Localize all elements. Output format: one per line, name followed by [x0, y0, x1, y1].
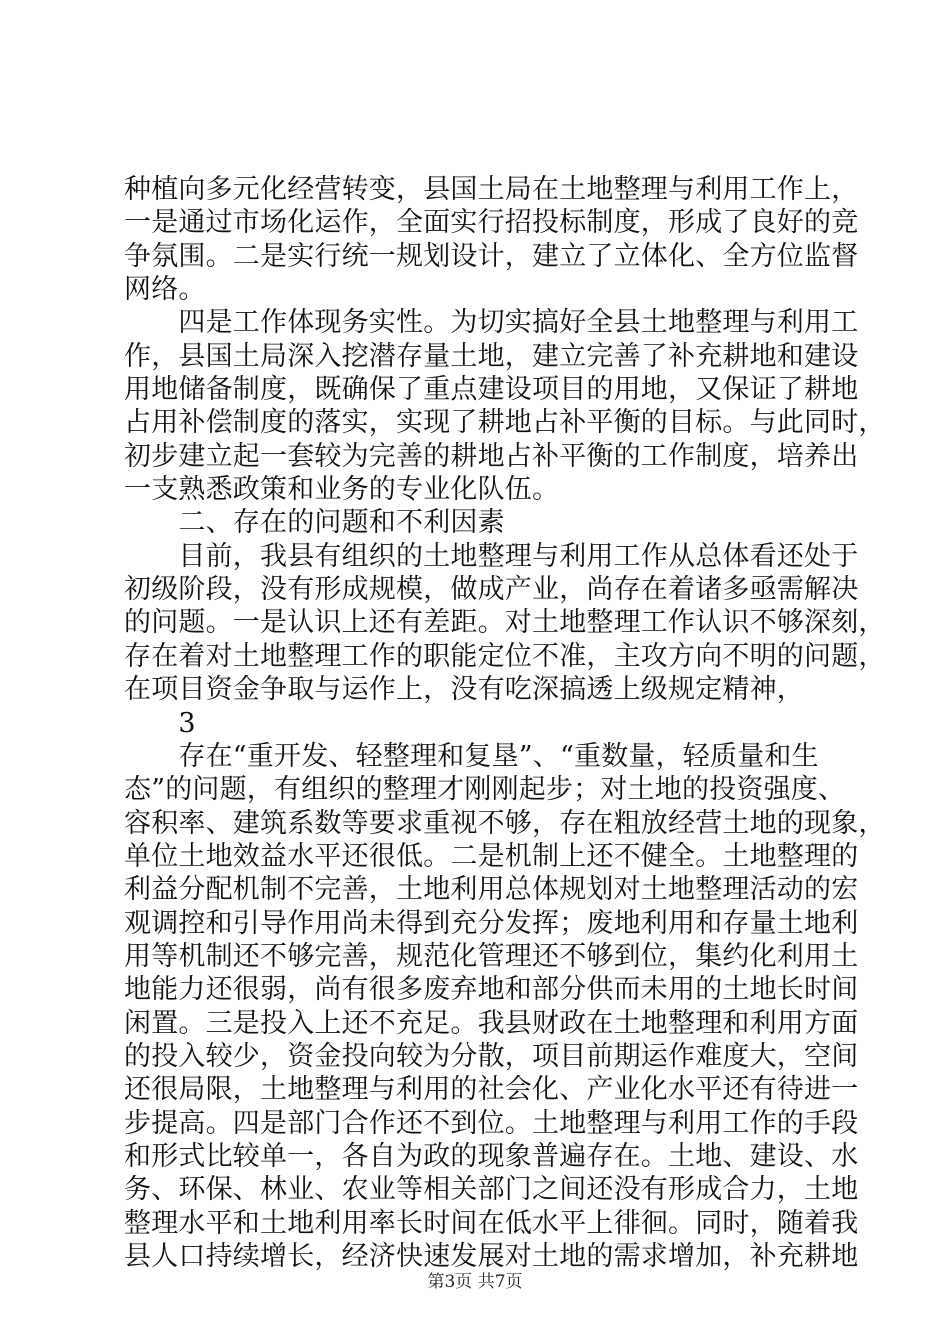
text-line: 种植向多元化经营转变，县国土局在土地整理与利用工作上，: [124, 174, 859, 205]
text-line: 网络。: [124, 274, 206, 305]
text-line: 单位土地效益水平还很低。二是机制上还不健全。土地整理的: [124, 841, 859, 872]
section-heading: 二、存在的问题和不利因素: [124, 507, 505, 538]
text-line: 一支熟悉政策和业务的专业化队伍。: [124, 474, 560, 505]
text-line: 容积率、建筑系数等要求重视不够，存在粗放经营土地的现象，: [124, 808, 886, 839]
inline-page-number: 3: [124, 708, 196, 739]
text-line: 务、环保、林业、农业等相关部门之间还没有形成合力，土地: [124, 1174, 859, 1205]
text-line: 的问题。一是认识上还有差距。对土地整理工作认识不够深刻，: [124, 607, 886, 638]
text-line: 步提高。四是部门合作还不到位。土地整理与利用工作的手段: [124, 1108, 859, 1139]
text-line: 初级阶段，没有形成规模，做成产业，尚存在着诸多亟需解决: [124, 574, 859, 605]
page-footer: 第3页 共7页: [427, 1272, 523, 1292]
text-line: 作，县国土局深入挖潜存量土地，建立完善了补充耕地和建设: [124, 341, 859, 372]
text-line: 占用补偿制度的落实，实现了耕地占补平衡的目标。与此同时，: [124, 407, 886, 438]
text-line: 闲置。三是投入上还不充足。我县财政在土地整理和利用方面: [124, 1008, 859, 1039]
text-line: 和形式比较单一，各自为政的现象普遍存在。土地、建设、水: [124, 1141, 859, 1172]
text-line: 一是通过市场化运作，全面实行招投标制度，形成了良好的竞: [124, 207, 859, 238]
text-line: 存在着对土地整理工作的职能定位不准，主攻方向不明的问题，: [124, 641, 886, 672]
text-line: 争氛围。二是实行统一规划设计，建立了立体化、全方位监督: [124, 241, 859, 272]
text-line: 目前，我县有组织的土地整理与利用工作从总体看还处于: [124, 541, 859, 572]
text-line: 存在“重开发、轻整理和复垦”、“重数量，轻质量和生: [124, 741, 819, 772]
text-line: 初步建立起一套较为完善的耕地占补平衡的工作制度，培养出: [124, 441, 859, 472]
text-line: 利益分配机制不完善，土地利用总体规划对土地整理活动的宏: [124, 874, 859, 905]
text-line: 用地储备制度，既确保了重点建设项目的用地，又保证了耕地: [124, 374, 859, 405]
text-line: 在项目资金争取与运作上，没有吃深搞透上级规定精神，: [124, 674, 804, 705]
text-line: 态”的问题，有组织的整理才刚刚起步；对土地的投资强度、: [124, 774, 846, 805]
text-line: 观调控和引导作用尚未得到充分发挥；废地利用和存量土地利: [124, 908, 859, 939]
text-line: 县人口持续增长，经济快速发展对土地的需求增加，补充耕地: [124, 1241, 859, 1272]
text-line: 整理水平和土地利用率长时间在低水平上徘徊。同时，随着我: [124, 1208, 859, 1239]
text-line: 用等机制还不够完善，规范化管理还不够到位，集约化利用土: [124, 941, 859, 972]
text-line: 四是工作体现务实性。为切实搞好全县土地整理与利用工: [124, 307, 859, 338]
text-line: 还很局限，土地整理与利用的社会化、产业化水平还有待进一: [124, 1074, 859, 1105]
text-line: 的投入较少，资金投向较为分散，项目前期运作难度大，空间: [124, 1041, 859, 1072]
text-line: 地能力还很弱，尚有很多废弃地和部分供而未用的土地长时间: [124, 974, 859, 1005]
